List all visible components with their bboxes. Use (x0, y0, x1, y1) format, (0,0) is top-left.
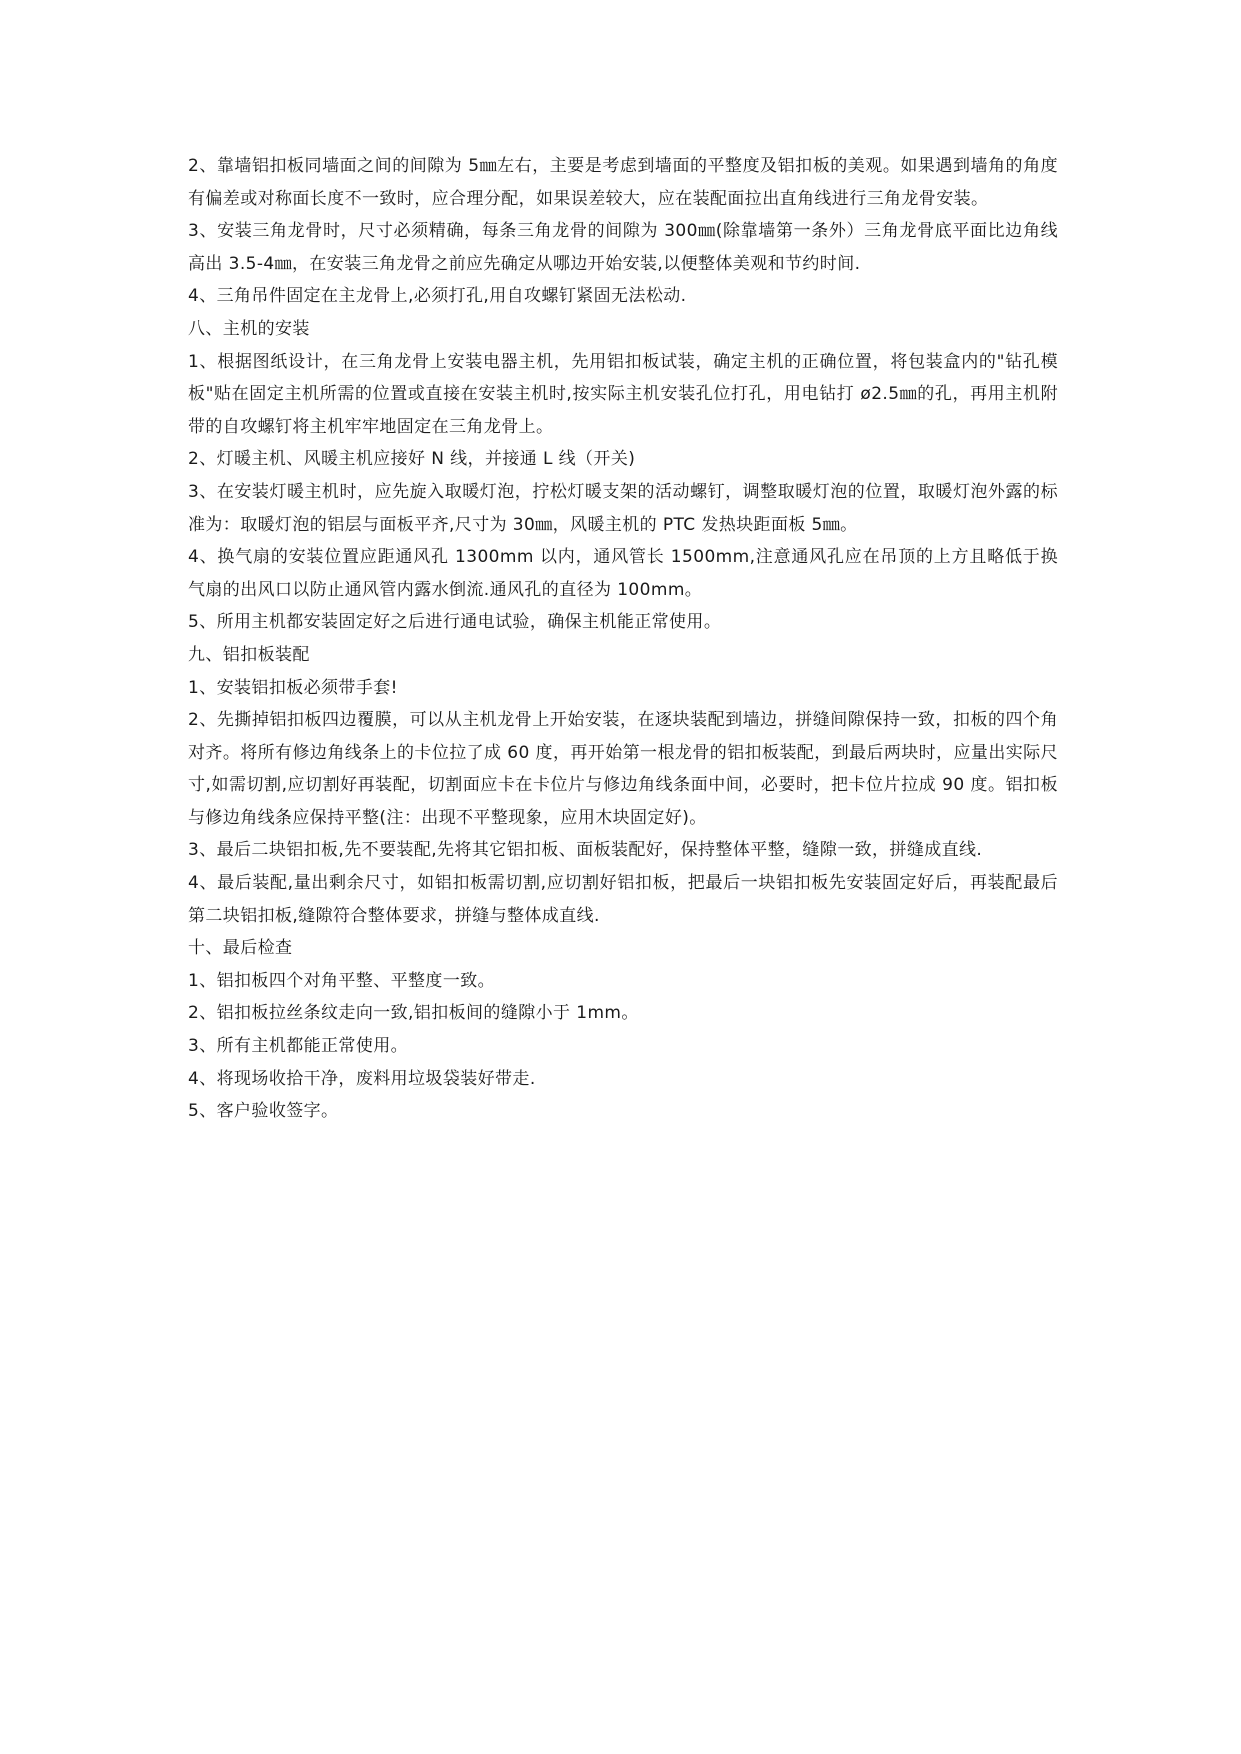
list-item: 4、将现场收拾干净，废料用垃圾袋装好带走. (188, 1068, 536, 1089)
list-item: 2、铝扣板拉丝条纹走向一致,铝扣板间的缝隙小于 1mm。 (188, 1003, 639, 1024)
list-item: 1、安装铝扣板必须带手套! (188, 677, 398, 698)
list-item: 3、在安装灯暖主机时，应先旋入取暖灯泡，拧松灯暖支架的活动螺钉，调整取暖灯泡的位置，取暖灯泡外露的标准为：取暖灯泡的铝层与面板平齐,尺寸为 30㎜，风暖主机的 PTC 发热块距面板 5㎜。 (188, 481, 1058, 535)
list-item: 5、客户验收签字。 (188, 1101, 339, 1122)
list-item: 5、所用主机都安装固定好之后进行通电试验，确保主机能正常使用。 (188, 612, 722, 633)
list-item: 1、根据图纸设计，在三角龙骨上安装电器主机，先用铝扣板试装，确定主机的正确位置，将包装盒内的"钻孔模板"贴在固定主机所需的位置或直接在安装主机时,按实际主机安装孔位打孔，用电钻打 ø2.5㎜的孔，再用主机附带的自攻螺钉将主机牢牢地固定在三角龙骨上。 (188, 351, 1058, 437)
list-item: 3、安装三角龙骨时，尺寸必须精确，每条三角龙骨的间隙为 300㎜(除靠墙第一条外）三角龙骨底平面比边角线高出 3.5-4㎜，在安装三角龙骨之前应先确定从哪边开始安装,以便整体美观和节约时间. (188, 221, 1058, 274)
list-item: 3、最后二块铝扣板,先不要装配,先将其它铝扣板、面板装配好，保持整体平整，缝隙一致，拼缝成直线. (188, 840, 983, 861)
document-body (188, 150, 1058, 1128)
list-item: 1、铝扣板四个对角平整、平整度一致。 (188, 970, 496, 991)
list-item: 4、三角吊件固定在主龙骨上,必须打孔,用自攻螺钉紧固无法松动. (188, 286, 687, 307)
list-item: 2、靠墙铝扣板同墙面之间的间隙为 5㎜左右，主要是考虑到墙面的平整度及铝扣板的美观。如果遇到墙角的角度有偏差或对称面长度不一致时，应合理分配，如果误差较大，应在装配面拉出直角线进行三角龙骨安装。 (188, 156, 1058, 209)
list-item: 2、灯暖主机、风暖主机应接好 N 线，并接通 L 线（开关) (188, 449, 636, 470)
list-item: 3、所有主机都能正常使用。 (188, 1036, 409, 1057)
section-heading: 八、主机的安装 (188, 318, 310, 339)
list-item: 2、先撕掉铝扣板四边覆膜，可以从主机龙骨上开始安装，在逐块装配到墙边，拼缝间隙保持一致，扣板的四个角对齐。将所有修边角线条上的卡位拉了成 60 度，再开始第一根龙骨的铝扣板装配，到最后两块时，应量出实际尺寸,如需切割,应切割好再装配，切割面应卡在卡位片与修边角线条面中间，必要时，把卡位片拉成 90 度。铝扣板与修边角线条应保持平整(注：出现不平整现象，应用木块固定好)。 (188, 710, 1058, 828)
list-item: 4、最后装配,量出剩余尺寸，如铝扣板需切割,应切割好铝扣板，把最后一块铝扣板先安装固定好后，再装配最后第二块铝扣板,缝隙符合整体要求，拼缝与整体成直线. (188, 873, 1058, 926)
section-heading: 十、最后检查 (188, 938, 293, 959)
list-item: 4、换气扇的安装位置应距通风孔 1300mm 以内，通风管长 1500mm,注意通风孔应在吊顶的上方且略低于换气扇的出风口以防止通风管内露水倒流.通风孔的直径为 100mm。 (188, 547, 1058, 600)
section-heading: 九、铝扣板装配 (188, 644, 310, 665)
